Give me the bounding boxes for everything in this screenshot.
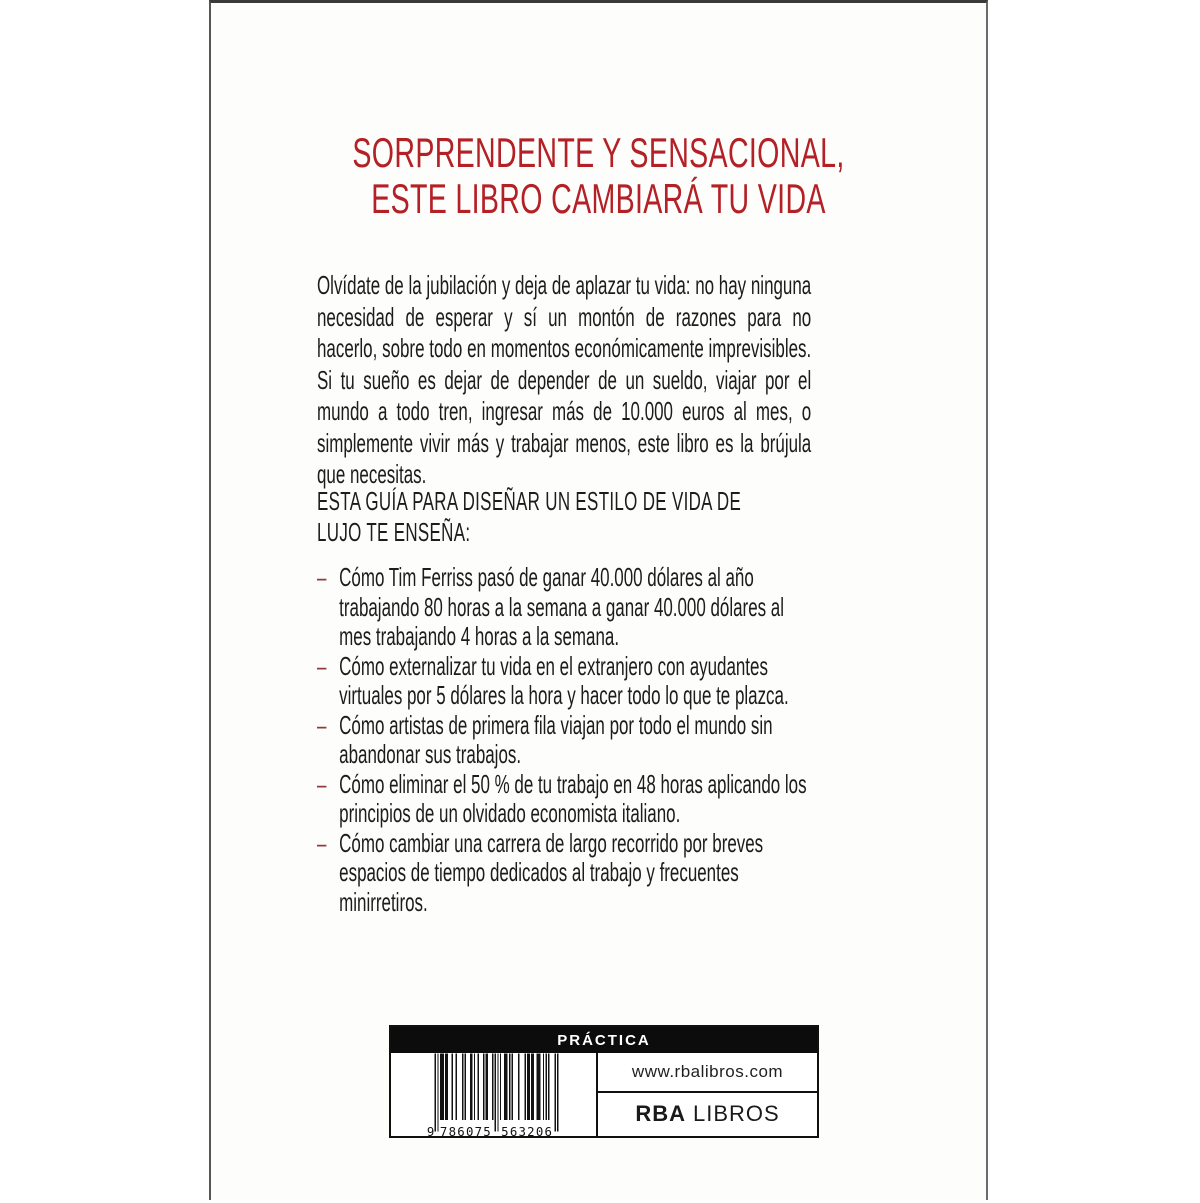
bullet-text: Cómo cambiar una carrera de largo recorrido por breves espacios de tiempo dedicados al trabajo y frecuentes minirretiros.: [339, 827, 764, 917]
svg-text:786075: 786075: [439, 1124, 491, 1136]
ean-barcode: [391, 1053, 596, 1136]
headline-line1: SORPRENDENTE Y SENSACIONAL,: [352, 129, 845, 176]
list-item: [317, 563, 813, 652]
publisher-logo: [598, 1093, 817, 1136]
svg-text:563206: 563206: [500, 1124, 552, 1136]
bullet-text: Cómo externalizar tu vida en el extranjero con ayudantes virtuales por 5 dólares la hora y hacer todo lo que te plazca.: [339, 650, 789, 710]
body-text-column: [317, 3, 814, 1203]
book-back-cover: [209, 0, 988, 1200]
publisher-logo-bold: RBA: [635, 1101, 686, 1127]
publisher-panel: [389, 1025, 819, 1138]
list-item: [317, 652, 813, 711]
headline-line2: ESTE LIBRO CAMBIARÁ TU VIDA: [371, 175, 826, 222]
bullet-text: Cómo artistas de primera fila viajan por todo el mundo sin abandonar sus trabajos.: [339, 709, 773, 769]
bullet-dash: –: [317, 768, 327, 799]
publisher-website: www.rbalibros.com: [598, 1053, 817, 1093]
intro-paragraph: Olvídate de la jubilación y deja de aplazar tu vida: no hay ninguna necesidad de esperar y sí un montón de razones para no hacerlo, sobre todo en momentos económicamente imprevisibles. Si tu sueño es dejar de depender de un sueldo, viajar por el mundo a todo tren, ingresar más de 10.000 euros al mes, o simplemente vivir más y trabajar menos, este libro es la brújula que necesitas.: [317, 270, 812, 489]
publisher-panel-right: [596, 1053, 817, 1136]
bullet-list: [317, 563, 813, 917]
bullet-text: Cómo Tim Ferriss pasó de ganar 40.000 dólares al año trabajando 80 horas a la semana a ganar 40.000 dólares al mes trabajando 4 horas a la semana.: [339, 562, 785, 651]
list-item: [317, 829, 813, 918]
category-banner: PRÁCTICA: [391, 1027, 817, 1053]
bullet-text: Cómo eliminar el 50 % de tu trabajo en 48 horas aplicando los principios de un olvidado economista italiano.: [339, 768, 807, 828]
bullet-dash: –: [317, 562, 327, 592]
list-item: [317, 770, 813, 829]
bullet-dash: –: [317, 709, 327, 740]
list-item: [317, 711, 813, 770]
bullet-dash: –: [317, 827, 327, 858]
svg-text:9: 9: [426, 1124, 434, 1136]
bullet-dash: –: [317, 650, 327, 681]
publisher-logo-rest: LIBROS: [692, 1101, 780, 1127]
publisher-panel-body: [391, 1053, 817, 1136]
list-heading: ESTA GUÍA PARA DISEÑAR UN ESTILO DE VIDA DE LUJO TE ENSEÑA:: [317, 486, 742, 547]
